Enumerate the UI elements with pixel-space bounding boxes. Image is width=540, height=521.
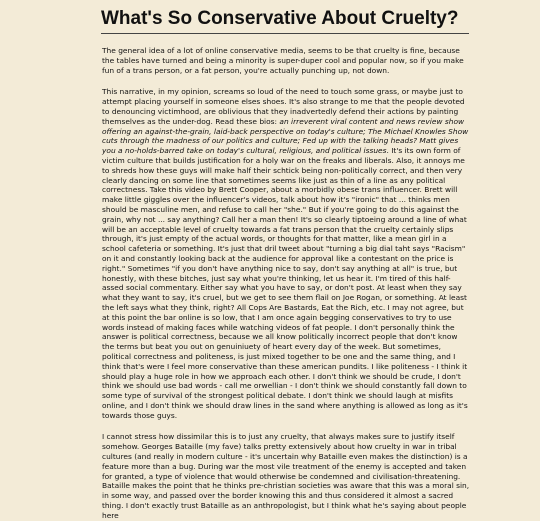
paragraph-main-quoted-bios: an irreverent viral content and news review show offering an against-the-grain, laid-back perspective on today's culture; The Michael Knowles Show cuts through the madness of our politics and culture; Fed up with the talking heads? Matt gives you a no-holds-barred take on today's cultural, religious, and political issues xyxy=(102,116,469,156)
paragraph-bataille: I cannot stress how dissimilar this is to just any cruelty, that always makes sure to justify itself somehow. Georges Bataille (my fave) talks pretty extensively about how cruelty in war in tribal cultures (and really in modern culture - it's uncertain why Bataille even makes the distinction) is a feature more than a bug. During war the most vile treatment of the enemy is accepted and taken for granted, a type of violence that would otherwise be condemned and civilisation-threatening. Bataille makes the point that he thinks pre-christian societies was aware that this was a moral sin, in some way, and passed over the border knowing this and thus considered it almost a sacred thing. I don't exactly trust Bataille as an anthropologist, but I think what he's saying about people here xyxy=(102,432,470,520)
paragraph-main-text-a: This narrative, in my opinion, screams so loud of the need to touch some grass, or maybe just to attempt placing yourself in someone elses shoes. It's also strange to me that the people devoted to denouncing victimhood, are oblivious that they inadvertedly defend their actions by painting themselves as the under-dog. Read these bios: xyxy=(102,87,465,126)
paragraph-main-text-b: . It's its own form of victim culture that builds justification for a holy war on the freaks and liberals. Also, it annoys me to shreds how these guys will make half their schtick being non-politically correct, and then very clearly dancing on some line that sometimes seems like just as thin of a line as any political correctness. Take this video by Brett Cooper, about a morbidly obese trans influencer. Brett will make little giggles over the influencer's videos, talk about how it's "ironic" that ... thinks men should be masculine men, and refuse to call her "she." But if you're going to do this against the grain, why not ... say anything? Call her a man then! It's so clearly tiptoeing around a line of what will be an acceptable level of cruelty towards a fat trans person that the cruelty certainly slips through, it's just empty of the actual words, or thoughts for that matter, like a mean girl in a school cafeteria or something. It's just that dril tweet about "turning a big dial taht says "Racism" on it and constantly looking back at the audience for approval like a contestant on the price is right." Sometimes "if you don't have anything nice to say, don't say anything at all" is true, but honestly, with these bitches, just say what you're thinking, let us hear it. I'm tired of this half-assed social commentary. Either say what you have to say, or don't post. At least when they say what they want to say, it's cruel, but we get to see them flail on Joe Rogan, or something. At least the left says what they think, right? All Cops Are Bastards, Eat the Rich, etc. I may not agree, but at this point the bar online is so low, that I am once again begging conservatives to try to use words instead of making faces while watching videos of fat people. I don't personally think the answer is political correctness, because we all know politically incorrect people that don't know the terms but beat you out on genuiniuety of heart every day of the week. But sometimes, political correctness and politeness, is just mixed together to be one and the same thing, and I think that's were I feel more conservative than these american pundits. I like politeness - I think it should play a huge role in how we approach each other. I don't think we should be crude, I don't think we should use bad words - call me orwellian - I don't think we should constantly fall down to some type of survival of the strongest political debate. I don't think we should laugh at misfits online, and I don't think we should draw lines in the sand where anything is allowed as long as it's towards those guys. xyxy=(102,146,468,420)
paragraph-intro: The general idea of a lot of online conservative media, seems to be that cruelty is fine, because the tables have turned and being a minority is super-duper cool and popular now, so if you make fun of a trans person, or a fat person, you're actually punching up, not down. xyxy=(102,46,464,75)
paragraph-main xyxy=(102,87,470,420)
article-title: What's So Conservative About Cruelty? xyxy=(101,8,469,34)
